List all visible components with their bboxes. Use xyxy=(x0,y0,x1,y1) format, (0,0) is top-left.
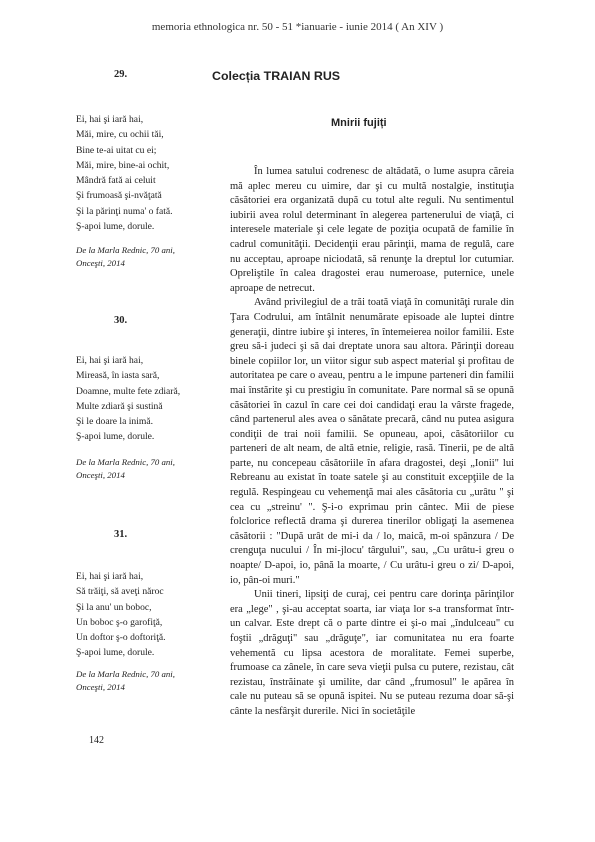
poem-line: Să trăiţi, să aveţi năroc xyxy=(76,586,164,598)
poem-line: Şi la părinţi numa' o fată. xyxy=(76,205,173,217)
poem-line: Multe zdiară şi sustină xyxy=(76,400,163,412)
poem-line: Şi frumoasă şi-nvăţată xyxy=(76,190,162,202)
collection-title: Colecția TRAIAN RUS xyxy=(212,69,341,83)
source-line: Onceşti, 2014 xyxy=(76,470,125,480)
poem-number-31: 31. xyxy=(114,529,128,540)
poem-31-lines xyxy=(76,569,216,661)
poem-line: Ei, hai şi iară hai, xyxy=(76,114,144,125)
paragraph: În lumea satului codrenesc de altădată, o lume asupra căreia mă aplec mereu cu uimire, dar şi cu multă nostalgie, instituţia căsătoriei era organizată după cu totul alte reguli. Nu sentimentul iubirii avea rolul determinant în alegerea partenerului de viaţă, ci interesele materiale şi cele legate de poziţia ocupată de familie în cadrul comunităţii. Decidenţii erau părinţii, mama de regulă, care nu acceptau, aproape niciodată, să renunţe la dreptul lor cutumiar. Opreliştile în calea dragostei erau numeroase, puternice, unele aproape de netrecut. xyxy=(230,166,514,294)
source-line: De la Marla Rednic, 70 ani, xyxy=(76,457,175,467)
source-line: Onceşti, 2014 xyxy=(76,258,125,268)
article-title: Mnirii fujiți xyxy=(331,117,387,129)
page-number: 142 xyxy=(89,735,104,746)
poem-30-source xyxy=(76,456,175,482)
poem-line: Şi le doare la inimă. xyxy=(76,416,153,428)
article-body xyxy=(230,165,514,720)
poem-line: Un boboc ş-o garofiţă, xyxy=(76,616,163,628)
poem-30-lines xyxy=(76,353,216,445)
paragraph: Având privilegiul de a trăi toată viaţă în comunităţi rurale din Ţara Codrului, am întâlnit nenumărate episoade ale luptei dintre generaţii, dintre iubire şi interes, în întemeierea noilor familii. Este greu să-i judeci şi să dai dreptate unora sau altora. Părinţii doreau binele copiilor lor, un viitor sigur sub aspect material şi profitau de autoritatea pe care o aveau, pentru a le impune parteneri din familii mai înstărite şi cu prestigiu în comunitate. Pare normal să se opună căsătoriei în cazul în care cei doi candidaţi erau la vârste fragede, când partenerul ales avea o sănătate precară, când nu putea asigura condiţii de trai noii familii. Se opuneau, apoi, căsătoriilor cu parteneri de alt neam, de altă etnie, religie, rasă. Tinerii, pe de altă parte, nu concepeau căsătoriile în afara dragostei, deşi „Ionii" lui Rebreanu au existat în toate satele şi au constituit excepţiile de la regulă. Respingeau cu vehemenţă mai ales căsătoria cu „urâtu " şi cea cu „streinu' ". Ş-i-o exprimau prin cântec. Mii de piese folclorice reflectă drama şi durerea tinerilor obligaţi la asemenea căsătorii : "După urât de mi-i da / lo, maică, m-oi spânzura / De crenguţa nucului / În mi-jlocu' târgului", sau, „Cu urâtu-i greu o noapte/ D-apoi, io, până la moarte, / Cu urâtu-i greu o zi/ D-apoi, io, pân-oi muri." xyxy=(230,297,514,586)
source-line: De la Marla Rednic, 70 ani, xyxy=(76,669,175,679)
poem-number-30: 30. xyxy=(114,315,128,326)
poem-line: Ş-apoi lume, dorule. xyxy=(76,431,155,443)
poem-line: Măi, mire, cu ochii tăi, xyxy=(76,129,164,141)
poem-line: Un doftor ş-o doftoriţă. xyxy=(76,632,166,644)
source-line: Onceşti, 2014 xyxy=(76,682,125,692)
journal-header: memoria ethnologica nr. 50 - 51 *ianuarie - iunie 2014 ( An XIV ) xyxy=(151,21,444,33)
poem-line: Ei, hai şi iară hai, xyxy=(76,355,144,366)
poem-line: Măi, mire, bine-ai ochit, xyxy=(76,159,170,171)
poem-number-29: 29. xyxy=(114,69,128,80)
paragraph: Unii tineri, lipsiţi de curaj, cei pentru care dorinţa părinţilor era „lege" , şi-au acceptat soarta, iar viaţa lor s-a transformat într-un calvar. Este drept că o parte dintre ei şi-o mai „îndulceau" cu foştii „drăguţi" sau „drăguţe", iar comunitatea nu era foarte vehementă cu lipsa acestora de moralitate. Femei superbe, frumoase ca zânele, în care seva vieţii pulsa cu putere, rezistau, cât rezistau, înstrăinate şi umilite, dar când „frumosul" le apărea în cale nu puteau să se opună ispitei. Nu se puteau rezuma doar să-şi cânte la nesfârşit durerile. Nici în societăţile xyxy=(230,589,514,717)
poem-line: Bine te-ai uitat cu ei; xyxy=(76,144,157,156)
poem-line: Ei, hai şi iară hai, xyxy=(76,571,144,582)
poem-line: Mândră fată ai celuit xyxy=(76,175,156,187)
poem-line: Ş-apoi lume, dorule. xyxy=(76,647,155,659)
source-line: De la Marla Rednic, 70 ani, xyxy=(76,245,175,255)
poem-29-lines xyxy=(76,112,216,234)
poem-31-source xyxy=(76,668,175,694)
poem-line: Şi la anu' un boboc, xyxy=(76,601,152,613)
poem-line: Doamne, multe fete zdiară, xyxy=(76,385,181,397)
poem-line: Ş-apoi lume, dorule. xyxy=(76,221,155,233)
poem-29-source xyxy=(76,244,175,270)
poem-line: Mireasă, în iasta sară, xyxy=(76,370,160,382)
